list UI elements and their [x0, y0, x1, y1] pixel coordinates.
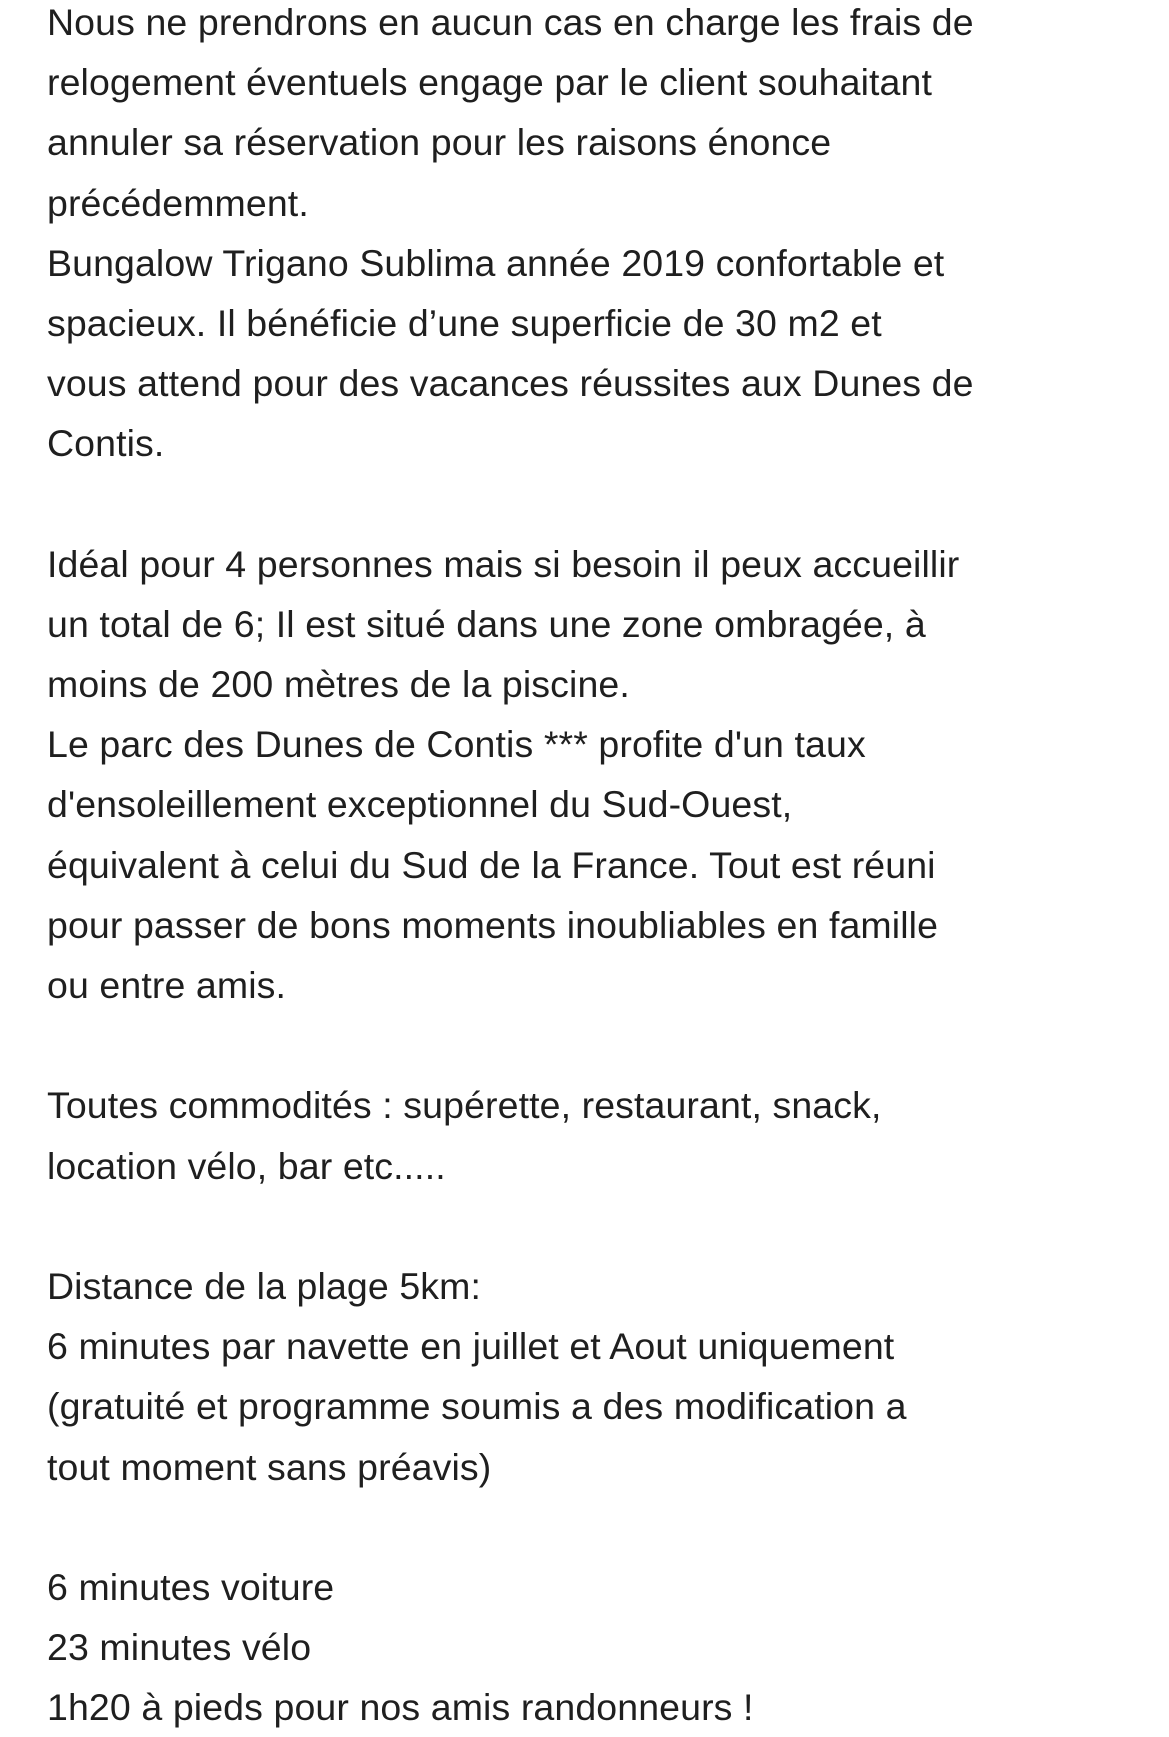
blank-line: [47, 1015, 1162, 1075]
listing-description: [47, 0, 1162, 1737]
blank-line: [47, 1497, 1162, 1557]
text-line: location vélo, bar etc.....: [47, 1144, 446, 1187]
text-line: précédemment.: [47, 181, 309, 224]
text-line: annuler sa réservation pour les raisons énonce: [47, 121, 832, 164]
text-line: 1h20 à pieds pour nos amis randonneurs !: [47, 1686, 754, 1729]
text-line: Idéal pour 4 personnes mais si besoin il peux accueillir: [47, 542, 960, 585]
blank-line: [47, 1196, 1162, 1256]
text-line: pour passer de bons moments inoubliables en famille: [47, 903, 939, 946]
text-line: relogement éventuels engage par le client souhaitant: [47, 61, 932, 104]
text-line: Toutes commodités : supérette, restaurant, snack,: [47, 1084, 882, 1127]
text-line: ou entre amis.: [47, 964, 287, 1006]
text-line: Bungalow Trigano Sublima année 2019 confortable et: [47, 241, 945, 284]
blank-line: [47, 474, 1162, 534]
text-line: 6 minutes voiture: [47, 1565, 335, 1608]
text-line: équivalent à celui du Sud de la France. Tout est réuni: [47, 843, 936, 886]
text-line: spacieux. Il bénéficie d’une superficie de 30 m2 et: [47, 301, 882, 344]
text-line: Nous ne prendrons en aucun cas en charge les frais de: [47, 1, 974, 43]
text-line: Distance de la plage 5km:: [47, 1264, 481, 1307]
text-line: vous attend pour des vacances réussites aux Dunes de: [47, 362, 974, 405]
text-line: un total de 6; Il est situé dans une zone ombragée, à: [47, 602, 926, 645]
text-line: moins de 200 mètres de la piscine.: [47, 663, 630, 706]
text-line: Le parc des Dunes de Contis *** profite d'un taux: [47, 723, 866, 766]
text-line: (gratuité et programme soumis a des modification a: [47, 1385, 907, 1428]
text-line: Contis.: [47, 422, 165, 465]
text-line: tout moment sans préavis): [47, 1445, 492, 1488]
text-line: 23 minutes vélo: [47, 1626, 312, 1669]
text-line: 6 minutes par navette en juillet et Aout uniquement: [47, 1325, 895, 1368]
text-line: d'ensoleillement exceptionnel du Sud-Ouest,: [47, 783, 793, 826]
